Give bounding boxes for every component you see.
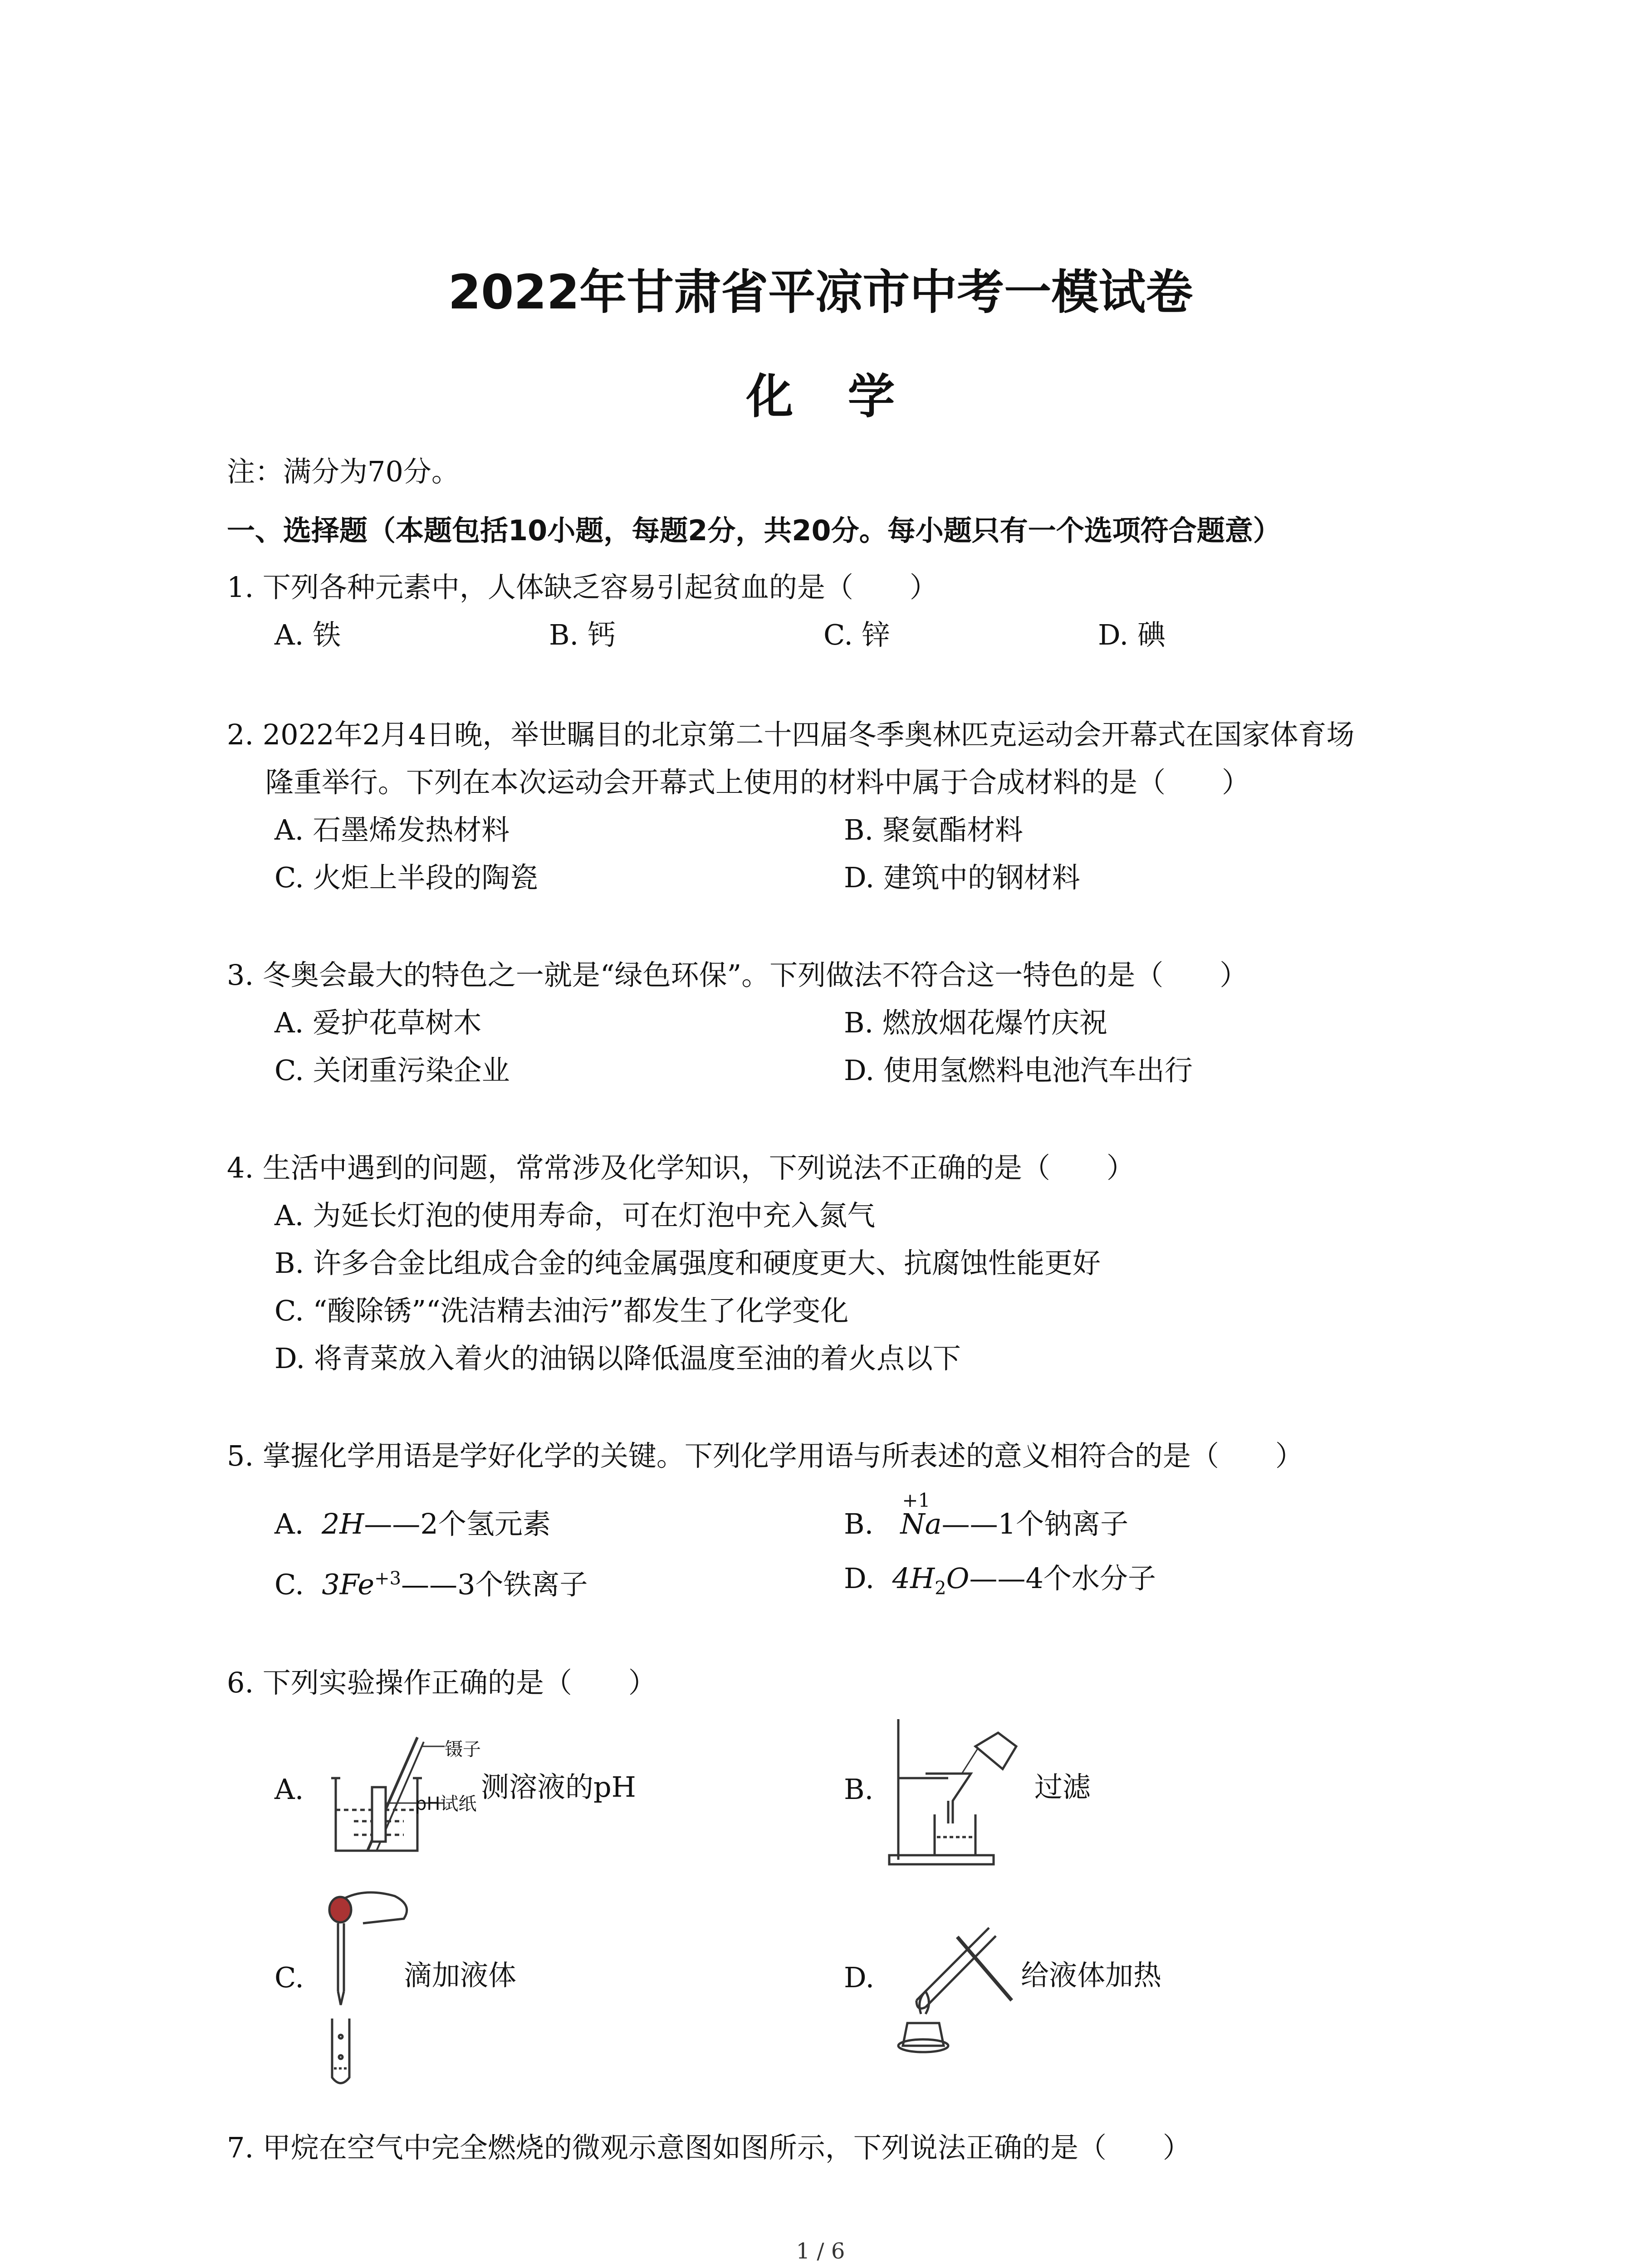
- q5-d-text: ——4个水分子: [969, 1562, 1156, 1595]
- question-5-stem: 5. 掌握化学用语是学好化学的关键。下列化学用语与所表述的意义相符合的是（ ）: [227, 1439, 1303, 1472]
- q2-option-b: B. 聚氨酯材料: [844, 813, 1023, 846]
- page-number: 1 / 6: [796, 2239, 845, 2264]
- question-7-stem: 7. 甲烷在空气中完全燃烧的微观示意图如图所示，下列说法正确的是（ ）: [227, 2131, 1191, 2164]
- q5-c-charge: +3: [374, 1568, 402, 1589]
- question-2-stem-line2: 隆重举行。下列在本次运动会开幕式上使用的材料中属于合成材料的是（ ）: [265, 766, 1250, 799]
- q5-b-charge: +1: [902, 1489, 931, 1511]
- q5-a-text: ——2个氢元素: [364, 1507, 551, 1540]
- q6-b-label: B.: [844, 1773, 874, 1806]
- q3-option-a: A. 爱护花草树木: [274, 1006, 482, 1039]
- q5-option-d: [844, 1560, 1156, 1606]
- q5-d-oxygen: O: [946, 1562, 970, 1595]
- filtration-figure: [885, 1710, 1030, 1873]
- q5-a-formula: 2H: [321, 1507, 364, 1540]
- question-4-stem: 4. 生活中遇到的问题，常常涉及化学知识，下列说法不正确的是（ ）: [227, 1151, 1135, 1184]
- q5-d-subscript: 2: [935, 1578, 946, 1599]
- q4-option-a: A. 为延长灯泡的使用寿命，可在灯泡中充入氮气: [274, 1199, 876, 1232]
- q5-option-b: [844, 1489, 1129, 1542]
- q5-c-text: ——3个铁离子: [401, 1568, 588, 1601]
- q6-a-text: 测溶液的pH: [481, 1770, 636, 1804]
- heating-figure: [889, 1910, 1025, 2059]
- q1-option-a: A. 铁: [274, 618, 341, 651]
- q5-b-label: B.: [844, 1507, 874, 1540]
- q6-d-text: 给液体加热: [1021, 1959, 1162, 1992]
- q5-option-a: [274, 1506, 551, 1542]
- q3-option-d: D. 使用氢燃料电池汽车出行: [844, 1054, 1193, 1087]
- subject-title: 化学: [746, 369, 950, 424]
- q2-option-c: C. 火炬上半段的陶瓷: [274, 861, 538, 894]
- q5-a-label: A.: [274, 1507, 304, 1540]
- q6-d-label: D.: [844, 1961, 875, 1994]
- exam-title: 2022年甘肃省平凉市中考一模试卷: [448, 264, 1193, 320]
- q5-b-formula: Na: [900, 1507, 942, 1540]
- q4-option-d: D. 将青菜放入着火的油锅以降低温度至油的着火点以下: [274, 1342, 961, 1375]
- question-2-stem-line1: 2. 2022年2月4日晚，举世瞩目的北京第二十四届冬季奥林匹克运动会开幕式在国家体育场: [227, 718, 1355, 751]
- q5-d-label: D.: [844, 1562, 875, 1595]
- q5-c-formula: 3Fe: [322, 1568, 375, 1601]
- q5-c-label: C.: [274, 1568, 304, 1601]
- q6-c-text: 滴加液体: [404, 1959, 517, 1992]
- score-note: 注：满分为70分。: [227, 455, 460, 488]
- ph-paper-label: pH试纸: [415, 1794, 477, 1814]
- question-3-stem: 3. 冬奥会最大的特色之一就是“绿色环保”。下列做法不符合这一特色的是（ ）: [227, 958, 1248, 992]
- q4-option-b: B. 许多合金比组成合金的纯金属强度和硬度更大、抗腐蚀性能更好: [274, 1246, 1101, 1280]
- q4-option-c: C. “酸除锈”“洗洁精去油污”都发生了化学变化: [274, 1294, 849, 1327]
- question-6-stem: 6. 下列实验操作正确的是（ ）: [227, 1666, 656, 1699]
- q3-option-b: B. 燃放烟花爆竹庆祝: [844, 1006, 1107, 1039]
- tweezers-label: 镊子: [445, 1739, 481, 1760]
- question-1-stem: 1. 下列各种元素中，人体缺乏容易引起贫血的是（ ）: [227, 571, 938, 604]
- q2-option-d: D. 建筑中的钢材料: [844, 861, 1080, 894]
- q5-d-formula: 4H: [892, 1562, 935, 1595]
- q5-b-text: ——1个钠离子: [941, 1507, 1129, 1540]
- q6-b-text: 过滤: [1034, 1770, 1091, 1804]
- q2-option-a: A. 石墨烯发热材料: [274, 813, 510, 846]
- q1-option-b: B. 钙: [549, 618, 616, 651]
- q6-c-label: C.: [274, 1961, 304, 1994]
- q6-a-label: A.: [274, 1773, 304, 1806]
- section-heading: 一、选择题（本题包括10小题，每题2分，共20分。每小题只有一个选项符合题意）: [227, 514, 1281, 547]
- q1-option-d: D. 碘: [1098, 618, 1166, 651]
- q1-option-c: C. 锌: [823, 618, 890, 651]
- q5-option-c: [274, 1560, 588, 1603]
- q3-option-c: C. 关闭重污染企业: [274, 1054, 510, 1087]
